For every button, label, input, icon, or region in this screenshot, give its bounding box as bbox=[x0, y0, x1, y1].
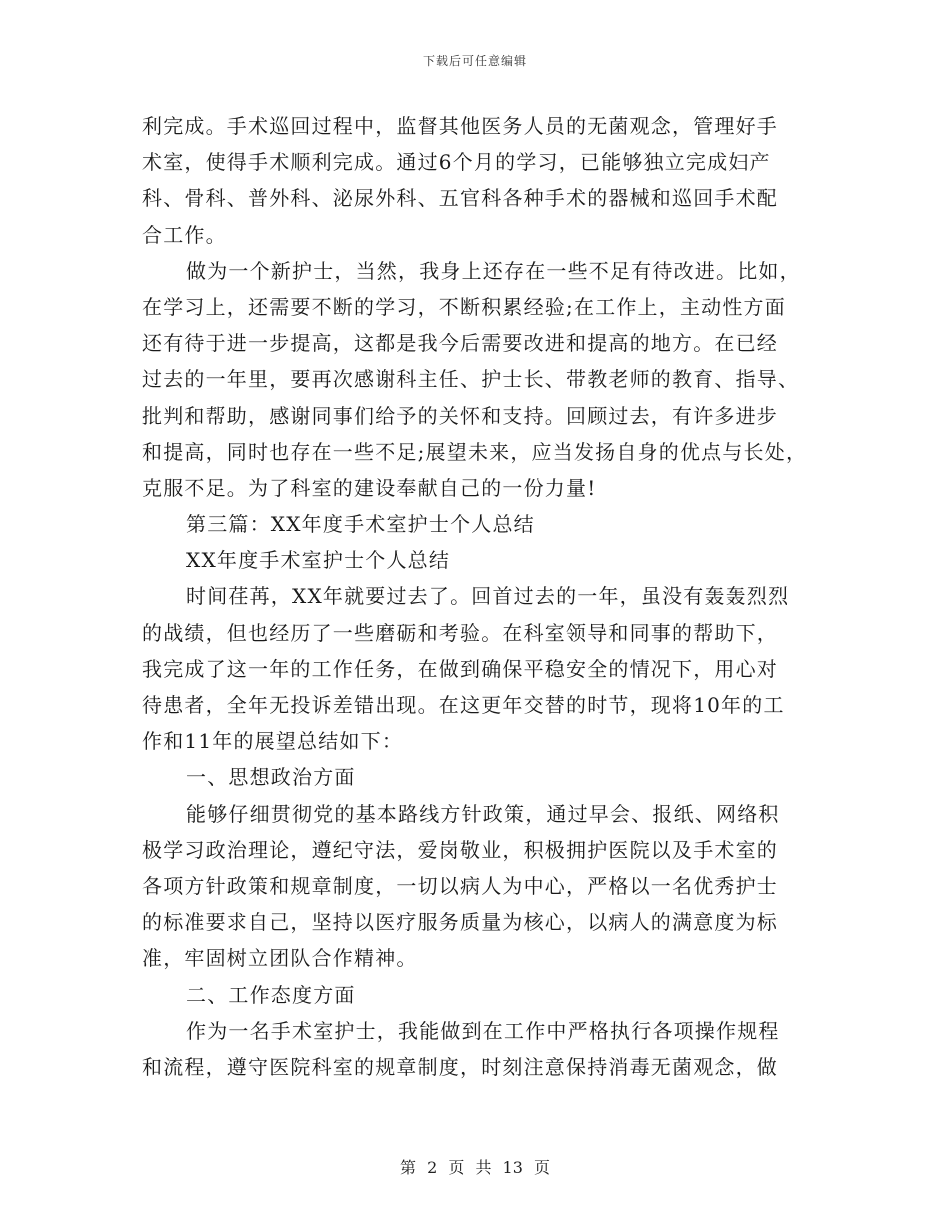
text-line: 科、骨科、普外科、泌尿外科、五官科各种手术的器械和巡回手术配 bbox=[142, 186, 778, 211]
text-line: 合工作。 bbox=[142, 222, 227, 247]
text-line: 一、思想政治方面 bbox=[186, 765, 356, 790]
text-line: 克服不足。为了科室的建设奉献自己的一份力量! bbox=[142, 475, 597, 500]
text-line: 准，牢固树立团队合作精神。 bbox=[142, 946, 418, 971]
text-line: 能够仔细贯彻党的基本路线方针政策，通过早会、报纸、网络积 bbox=[186, 801, 780, 826]
text-line: 的战绩，但也经历了一些磨砺和考验。在科室领导和同事的帮助下， bbox=[142, 620, 778, 645]
text-line: 二、工作态度方面 bbox=[186, 982, 356, 1007]
text-line: 作为一名手术室护士，我能做到在工作中严格执行各项操作规程 bbox=[186, 1018, 780, 1043]
text-line: 各项方针政策和规章制度，一切以病人为中心，严格以一名优秀护士 bbox=[142, 873, 778, 898]
text-line: 的标准要求自己，坚持以医疗服务质量为核心，以病人的满意度为标 bbox=[142, 910, 778, 935]
text-line: 批判和帮助，感谢同事们给予的关怀和支持。回顾过去，有许多进步 bbox=[142, 403, 778, 428]
text-line: 利完成。手术巡回过程中，监督其他医务人员的无菌观念，管理好手 bbox=[142, 114, 778, 138]
document-body bbox=[142, 108, 814, 1085]
text-line: 待患者，全年无投诉差错出现。在这更年交替的时节，现将10年的工 bbox=[142, 693, 785, 717]
text-line: 和提高，同时也存在一些不足;展望未来，应当发扬自身的优点与长处， bbox=[142, 439, 808, 464]
text-line: 过去的一年里，要再次感谢科主任、护士长、带教老师的教育、指导、 bbox=[142, 367, 800, 392]
text-line: 时间荏苒，XX年就要过去了。回首过去的一年，虽没有轰轰烈烈 bbox=[186, 584, 790, 609]
text-line: 第三篇：XX年度手术室护士个人总结 bbox=[186, 512, 535, 537]
page-number-footer: 第 2 页 共 13 页 bbox=[400, 1158, 550, 1177]
text-line: 还有待于进一步提高，这都是我今后需要改进和提高的地方。在已经 bbox=[142, 331, 778, 356]
text-line: 做为一个新护士，当然，我身上还存在一些不足有待改进。比如， bbox=[186, 258, 801, 283]
text-line: XX年度手术室护士个人总结 bbox=[186, 548, 451, 573]
text-line: 我完成了这一年的工作任务，在做到确保平稳安全的情况下，用心对 bbox=[142, 656, 778, 681]
text-line: 术室，使得手术顺利完成。通过6个月的学习，已能够独立完成妇产 bbox=[142, 150, 771, 175]
text-line: 作和11年的展望总结如下： bbox=[142, 729, 404, 754]
text-line: 和流程，遵守医院科室的规章制度，时刻注意保持消毒无菌观念，做 bbox=[142, 1054, 778, 1079]
page-header-note: 下载后可任意编辑 bbox=[422, 54, 527, 68]
text-line: 极学习政治理论，遵纪守法，爱岗敬业，积极拥护医院以及手术室的 bbox=[142, 837, 778, 862]
text-line: 在学习上，还需要不断的学习，不断积累经验;在工作上，主动性方面 bbox=[142, 294, 786, 319]
